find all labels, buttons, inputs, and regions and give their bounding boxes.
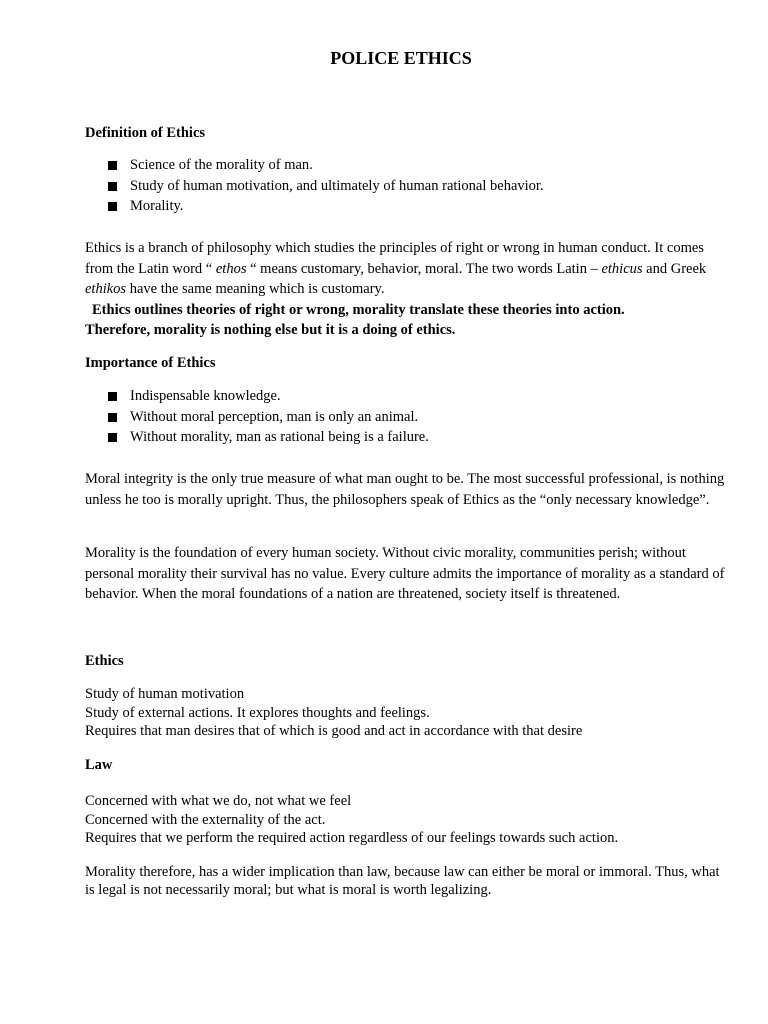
section-heading-importance: Importance of Ethics (85, 355, 216, 371)
text-run: “ means customary, behavior, moral. The two words Latin – (246, 260, 602, 277)
moral-integrity-paragraph: Moral integrity is the only true measure of what man ought to be. The most successful professional, is nothing unless he too is morally upright. Thus, the philosophers speak of Ethics as the “only necessary knowledge”. (85, 471, 725, 508)
text-line: Study of external actions. It explores thoughts and feelings. (85, 704, 430, 721)
importance-bullet-list (108, 386, 429, 448)
morality-foundation-paragraph: Morality is the foundation of every human society. Without civic morality, communities perish; without personal morality their survival has no value. Every culture admits the importance of morality as a standard of behavior. When the moral foundations of a nation are threatened, society itself is threatened. (85, 545, 725, 602)
conclusion-paragraph: Morality therefore, has a wider implication than law, because law can either be moral or immoral. Thus, what is legal is not necessarily moral; but what is moral is worth legalizing. (85, 864, 720, 898)
list-item-text: Indispensable knowledge. (130, 388, 281, 404)
list-item-text: Without morality, man as rational being is a failure. (130, 429, 429, 445)
list-item (108, 386, 429, 407)
section-heading-definition: Definition of Ethics (85, 125, 206, 141)
list-item (108, 407, 429, 428)
text-line: Requires that we perform the required action regardless of our feelings towards such action. (85, 830, 619, 846)
section-heading-law: Law (85, 757, 113, 773)
bold-statement: Therefore, morality is nothing else but it is a doing of ethics. (85, 322, 456, 338)
square-bullet-icon (108, 182, 117, 191)
list-item (108, 196, 544, 217)
text-run: Ethics is a branch of philosophy which studies the principles of right or wrong in human conduct. It comes from the Latin word “ (85, 240, 704, 277)
text-line: Concerned with the externality of the act. (85, 811, 326, 828)
list-item-text: Study of human motivation, and ultimately of human rational behavior. (130, 177, 544, 194)
text-run: have the same meaning which is customary. (126, 281, 385, 297)
square-bullet-icon (108, 392, 117, 401)
italic-term-ethikos: ethikos (85, 281, 127, 297)
text-line: Requires that man desires that of which is good and act in accordance with that desire (85, 723, 583, 739)
square-bullet-icon (108, 161, 117, 170)
list-item (108, 155, 544, 176)
ethics-lines (85, 685, 725, 741)
page-title: POLICE ETHICS (330, 48, 472, 68)
square-bullet-icon (108, 433, 117, 442)
text-run: and Greek (642, 260, 707, 277)
bold-statement: Ethics outlines theories of right or wrong, morality translate these theories into action. (92, 301, 625, 318)
section-heading-ethics: Ethics (85, 653, 124, 669)
square-bullet-icon (108, 202, 117, 211)
italic-term-ethicus: ethicus (601, 260, 643, 277)
ethics-definition-paragraph (85, 238, 725, 341)
list-item (108, 176, 544, 197)
definition-bullet-list (108, 155, 544, 217)
square-bullet-icon (108, 413, 117, 422)
list-item-text: Without moral perception, man is only an animal. (130, 408, 419, 425)
law-lines (85, 792, 725, 848)
text-line: Concerned with what we do, not what we feel (85, 793, 352, 809)
list-item-text: Morality. (130, 198, 184, 214)
list-item (108, 427, 429, 448)
italic-term-ethos: ethos (215, 260, 247, 277)
list-item-text: Science of the morality of man. (130, 157, 313, 173)
text-line: Study of human motivation (85, 686, 245, 702)
